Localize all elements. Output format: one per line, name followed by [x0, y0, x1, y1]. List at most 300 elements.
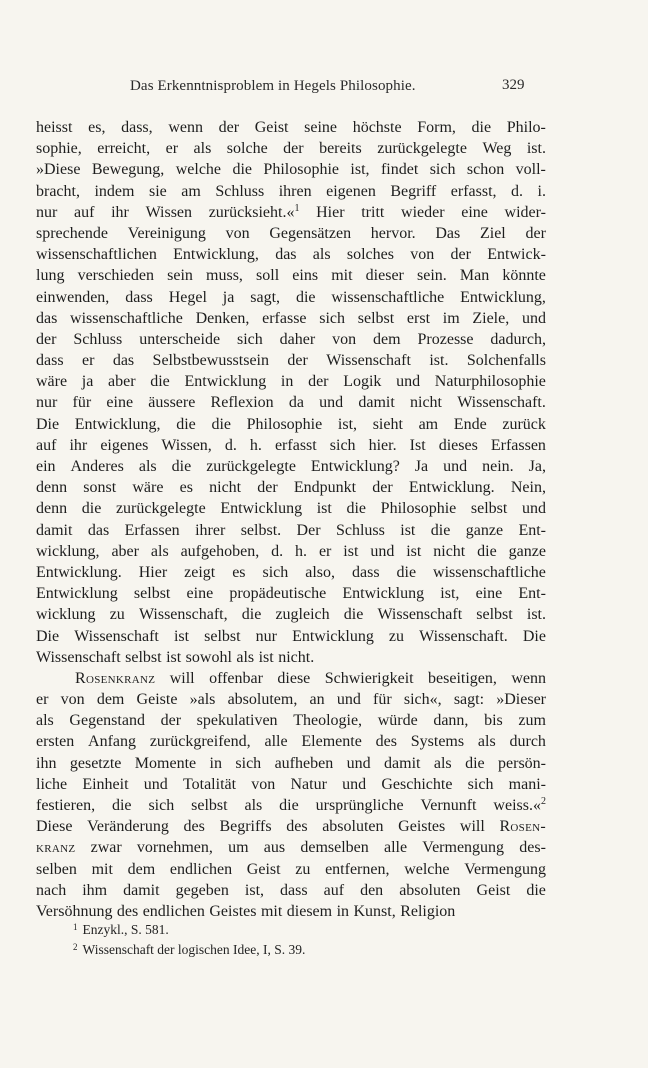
word: Ziel: [479, 224, 506, 242]
text-line: [36, 117, 546, 138]
word: selben: [36, 860, 77, 878]
text-line: [36, 371, 546, 392]
word: sein: [167, 267, 193, 285]
word: des: [183, 818, 205, 836]
word: Das: [435, 224, 461, 242]
word: Anderes: [70, 458, 124, 475]
word: in: [209, 754, 222, 772]
word: ganze: [508, 542, 546, 560]
text-line: [36, 668, 546, 689]
word: Die: [522, 627, 546, 645]
word: i.: [537, 182, 546, 200]
word: aufgehoben,: [180, 542, 260, 560]
word: eigenen: [326, 182, 376, 200]
word: Begriffs: [219, 818, 272, 836]
word: sieht: [372, 415, 403, 433]
word: der: [372, 479, 393, 497]
word: diese: [277, 669, 311, 687]
word: von: [251, 775, 276, 793]
word: die: [343, 606, 364, 624]
word: und: [346, 754, 371, 772]
word: die: [150, 373, 170, 391]
word: ihm: [82, 881, 108, 899]
word: könnte: [502, 267, 546, 285]
word: Ent-: [518, 521, 546, 539]
word: wider-: [504, 203, 546, 221]
word: Entwicklung.: [36, 563, 122, 581]
word: zugleich: [275, 606, 330, 624]
word: und: [521, 500, 546, 518]
word: welche: [404, 860, 450, 878]
word: ist,: [440, 585, 460, 603]
word: sich: [262, 563, 289, 581]
running-head-title: Das Erkenntnisproblem in Hegels Philosophie.: [130, 78, 416, 94]
word: der: [287, 352, 308, 370]
word: würde: [377, 712, 418, 730]
word: eine: [186, 585, 214, 603]
word: ja: [81, 373, 94, 391]
word: indem: [94, 182, 135, 200]
word: kranz: [36, 839, 76, 857]
word: zurück: [502, 415, 546, 433]
word: ist.: [429, 352, 449, 370]
word: beseitigen,: [428, 669, 497, 687]
word: d.: [271, 542, 284, 560]
word: solche: [226, 140, 268, 158]
word: muss,: [206, 267, 243, 285]
word: selbst.: [240, 521, 282, 539]
word: Philosophie: [380, 500, 457, 518]
footnote-marker: 2: [73, 942, 78, 952]
word: zu: [388, 627, 405, 645]
word: propädeutische: [229, 585, 327, 603]
word: das: [87, 521, 110, 539]
word: als: [477, 733, 496, 751]
word: für: [72, 394, 92, 412]
word: für: [373, 691, 392, 709]
word: alle: [383, 839, 408, 857]
word: Ist: [409, 436, 426, 454]
word: am: [418, 415, 439, 433]
word: sich«,: [403, 691, 442, 709]
word: Philosophie: [263, 161, 339, 179]
word: von: [332, 330, 357, 348]
word: als: [433, 754, 452, 772]
footnote-2: [73, 937, 533, 957]
word: ihr: [111, 203, 129, 221]
word: zwar: [90, 839, 122, 857]
word: die: [295, 288, 316, 306]
word: Veränderung: [87, 818, 169, 836]
word: und: [319, 394, 344, 412]
word: ist.: [526, 606, 546, 624]
word: Erfassen: [490, 436, 546, 454]
word: auf: [36, 436, 57, 454]
word: alle: [264, 733, 288, 751]
word: ihn: [36, 754, 57, 772]
word-with-note: [493, 795, 546, 816]
word: Der: [296, 521, 321, 539]
word: nach: [36, 881, 67, 899]
word: der: [218, 119, 240, 136]
word: gesetzte: [69, 754, 122, 772]
word: als: [236, 648, 255, 666]
word: Vereinigung: [127, 224, 206, 242]
word: findet: [380, 161, 419, 179]
word: lung: [36, 267, 65, 285]
word: erfasst: [274, 436, 317, 454]
word: aber: [108, 373, 136, 391]
text-line: [36, 541, 546, 562]
word: Rosenkranz: [75, 669, 156, 687]
word: nur: [255, 627, 277, 645]
word: Hier: [316, 203, 345, 221]
word: Vermengung: [464, 860, 546, 878]
word: sagt,: [250, 288, 281, 306]
word: Entwicklung,: [173, 246, 259, 264]
footnote-reference: 1: [294, 202, 300, 214]
word: wäre: [132, 479, 164, 497]
word: bracht,: [36, 182, 80, 200]
word: mit: [91, 860, 113, 878]
text-line: [36, 520, 546, 541]
word: zum: [518, 712, 546, 730]
word: bereits: [319, 140, 362, 158]
word: Entwicklung,: [460, 288, 546, 306]
word: wicklung: [36, 606, 96, 624]
word: ist: [166, 648, 182, 666]
word: Natur: [290, 775, 327, 793]
word: Denken,: [195, 309, 250, 327]
word: ist: [258, 648, 274, 666]
word: zu: [295, 860, 311, 878]
word: Ent-: [518, 585, 546, 603]
text-line: [36, 837, 546, 858]
word: es: [179, 479, 193, 497]
word: Geistes: [209, 902, 257, 920]
word: der: [283, 140, 304, 158]
word: solches: [346, 246, 394, 264]
text-line: [36, 138, 546, 159]
word: einwenden,: [36, 288, 110, 306]
word: Philo-: [506, 119, 546, 136]
word: des: [375, 733, 397, 751]
word: von: [225, 224, 250, 242]
word: nicht: [209, 479, 242, 497]
word: erfasst,: [450, 182, 497, 200]
word: hier.: [368, 436, 397, 454]
word: erreicht,: [97, 140, 151, 158]
footnote-text: Enzykl., S. 581.: [82, 922, 169, 937]
word: Schwierigkeit: [324, 669, 414, 687]
text-line: [36, 477, 546, 498]
text-line: [36, 435, 546, 456]
word: die: [471, 119, 492, 136]
word: zeigt: [184, 563, 216, 581]
word: Hegel: [168, 288, 207, 306]
text-line: [36, 329, 546, 350]
word: die: [526, 881, 546, 899]
word: Theologie,: [293, 712, 363, 730]
word: Geist: [246, 860, 281, 878]
word: Vernunft: [420, 797, 477, 814]
word: die: [111, 797, 132, 814]
word: auf: [323, 881, 345, 899]
word: Geistes: [398, 818, 446, 836]
word: Gegenstand: [69, 712, 145, 730]
word: der: [450, 246, 471, 264]
word: der: [525, 224, 546, 242]
word: sowohl: [185, 648, 232, 666]
word: eine: [475, 585, 503, 603]
word: sprechende: [36, 224, 108, 242]
text-line: [36, 350, 546, 371]
text-line: [36, 753, 546, 774]
word: »Dieser: [496, 691, 546, 709]
word: die: [465, 754, 485, 772]
text-line: [36, 689, 546, 710]
word: ist,: [350, 161, 370, 179]
word: des: [286, 818, 308, 836]
word: des-: [519, 839, 546, 857]
footnote-text: Wissenschaft der logischen Idee, I, S. 39.: [82, 942, 306, 957]
word: Momente: [134, 754, 197, 772]
word: damit: [36, 521, 73, 539]
word: eigenes: [100, 436, 149, 454]
text-line: [36, 308, 546, 329]
word: Die: [36, 415, 60, 433]
word: Wissenschaft.: [457, 394, 546, 412]
word: spekulativen: [196, 712, 278, 730]
word: die: [171, 458, 192, 475]
word: selbst: [470, 500, 508, 518]
word: die: [211, 415, 231, 433]
word: Schluss: [73, 330, 123, 348]
text-line: [36, 647, 546, 668]
word: Versöhnung: [36, 902, 113, 920]
word: weiss.«: [493, 797, 541, 814]
word: nicht.: [278, 648, 315, 666]
text-line: [36, 181, 546, 202]
word: in: [336, 902, 350, 920]
word: Nein,: [510, 479, 546, 497]
word: will: [459, 818, 485, 836]
word: ist: [343, 542, 359, 560]
word: er: [318, 542, 332, 560]
word: verschieden: [77, 267, 154, 285]
word: und: [521, 309, 546, 327]
word: an: [309, 691, 325, 709]
word: Begriff: [390, 182, 437, 200]
word: eine: [106, 394, 134, 412]
word: unterscheide: [139, 330, 221, 348]
word: persön-: [498, 754, 546, 772]
word: Diese: [36, 818, 73, 836]
word: selbst: [476, 606, 513, 624]
word: Ende: [453, 415, 487, 433]
word: Logik: [343, 373, 382, 391]
word: Entwicklung?: [310, 458, 400, 475]
word: mit: [331, 267, 353, 285]
word: zurückgreifend,: [149, 733, 251, 751]
word: Elemente: [301, 733, 362, 751]
word: ersten: [36, 733, 75, 751]
word: dem: [373, 330, 401, 348]
word: zurückgelegte: [115, 500, 206, 518]
word: sich: [319, 309, 346, 327]
word: sonst: [83, 479, 117, 497]
word: Hier: [138, 563, 168, 581]
word: nicht: [410, 394, 442, 412]
word: das: [275, 246, 297, 264]
footnote-1: [73, 917, 533, 937]
word: sophie,: [36, 140, 82, 158]
word: mani-: [508, 775, 546, 793]
word: er: [81, 352, 95, 370]
word: um: [228, 839, 249, 857]
word: Erfassen: [124, 521, 180, 539]
word: vornehmen,: [136, 839, 213, 857]
word: welche: [175, 161, 222, 179]
word: Weg: [482, 140, 512, 158]
word: also,: [305, 563, 336, 581]
word: ihren: [278, 182, 312, 200]
word: Endpunkt: [293, 479, 357, 497]
word: Entwick-: [487, 246, 546, 264]
word: dass,: [121, 119, 153, 136]
word: selbst: [125, 648, 162, 666]
word: der: [160, 712, 182, 730]
word: bis: [484, 712, 503, 730]
word: das: [36, 309, 58, 327]
word: entfernen,: [325, 860, 390, 878]
word: er: [36, 691, 49, 709]
word: Geist: [476, 881, 511, 899]
word: ja: [222, 288, 235, 306]
word: wenn: [168, 119, 203, 136]
word: dann,: [433, 712, 469, 730]
word: Totalität: [182, 775, 237, 793]
word: von: [410, 246, 435, 264]
word: dem: [127, 860, 156, 878]
word: wäre: [36, 373, 68, 391]
word: Wissen,: [161, 436, 212, 454]
word: Religion: [400, 902, 456, 920]
word: ist: [173, 627, 190, 645]
word: als: [36, 712, 54, 730]
word: Reflexion: [210, 394, 274, 412]
text-line: [36, 880, 546, 901]
word: »als: [189, 691, 216, 709]
word: die: [176, 415, 196, 433]
word: Solchenfalls: [466, 352, 546, 370]
word: ist: [400, 521, 416, 539]
word: gegeben: [175, 881, 229, 899]
word: festieren,: [36, 797, 96, 814]
word: Schluss: [335, 521, 385, 539]
word: als: [138, 458, 157, 475]
text-line: [36, 731, 546, 752]
word: nur: [36, 203, 58, 221]
word: und: [336, 691, 361, 709]
word: sich: [329, 436, 356, 454]
word: Man: [459, 267, 490, 285]
word: Entwicklung.: [408, 479, 495, 497]
word: selbst: [133, 585, 171, 603]
text-line: [36, 859, 546, 880]
text-line: [36, 795, 546, 816]
text-line: [36, 562, 546, 583]
word: wissenschaftliche: [331, 288, 445, 306]
word: damit: [358, 394, 395, 412]
word: damit: [384, 754, 421, 772]
word: d.: [511, 182, 524, 200]
word: dadurch,: [490, 330, 546, 348]
word: als: [150, 542, 169, 560]
word: die: [346, 500, 367, 518]
word: da: [288, 394, 304, 412]
word: dieser: [365, 267, 404, 285]
word: Ziele,: [472, 309, 510, 327]
word: sich: [235, 754, 262, 772]
word: wissenschaftlichen: [36, 246, 157, 264]
word: damit: [123, 881, 160, 899]
word: selbst: [357, 309, 395, 327]
footnote-reference: 2: [540, 796, 546, 807]
word: es: [232, 563, 246, 581]
word: ist,: [337, 415, 358, 433]
text-line: [36, 223, 546, 244]
word: wenn: [511, 669, 546, 687]
text-line: [36, 816, 546, 837]
word: die: [81, 500, 102, 518]
word: ihrer: [195, 521, 226, 539]
word: den: [360, 881, 384, 899]
text-line: [36, 287, 546, 308]
text-line: [36, 392, 546, 413]
word: zurückgelegte: [377, 140, 467, 158]
word: Anfang: [88, 733, 136, 751]
word: demselben: [300, 839, 369, 857]
word: seine: [304, 119, 338, 136]
word: will: [169, 669, 195, 687]
word: höchste: [352, 119, 402, 136]
word: wissenschaftliche: [70, 309, 183, 327]
word: Wissenschaft.: [419, 627, 508, 645]
word: die: [477, 542, 497, 560]
word: nicht: [433, 542, 466, 560]
word: Einheit: [82, 775, 129, 793]
word: die: [396, 563, 417, 581]
word: erst: [406, 309, 431, 327]
word: ein: [36, 458, 56, 475]
word: sagt:: [453, 691, 485, 709]
word: diesem: [286, 902, 333, 920]
word: schon: [466, 161, 505, 179]
word: aber: [111, 542, 139, 560]
word: Entwicklung: [184, 373, 267, 391]
word: Vermengung: [422, 839, 505, 857]
word: Ja: [414, 458, 429, 475]
text-line: [36, 265, 546, 286]
word: der: [36, 330, 57, 348]
word: die: [241, 606, 262, 624]
word: der: [308, 373, 329, 391]
word: und: [342, 775, 367, 793]
word: offenbar: [209, 669, 263, 687]
word: tritt: [361, 203, 385, 221]
word: und: [443, 458, 468, 475]
